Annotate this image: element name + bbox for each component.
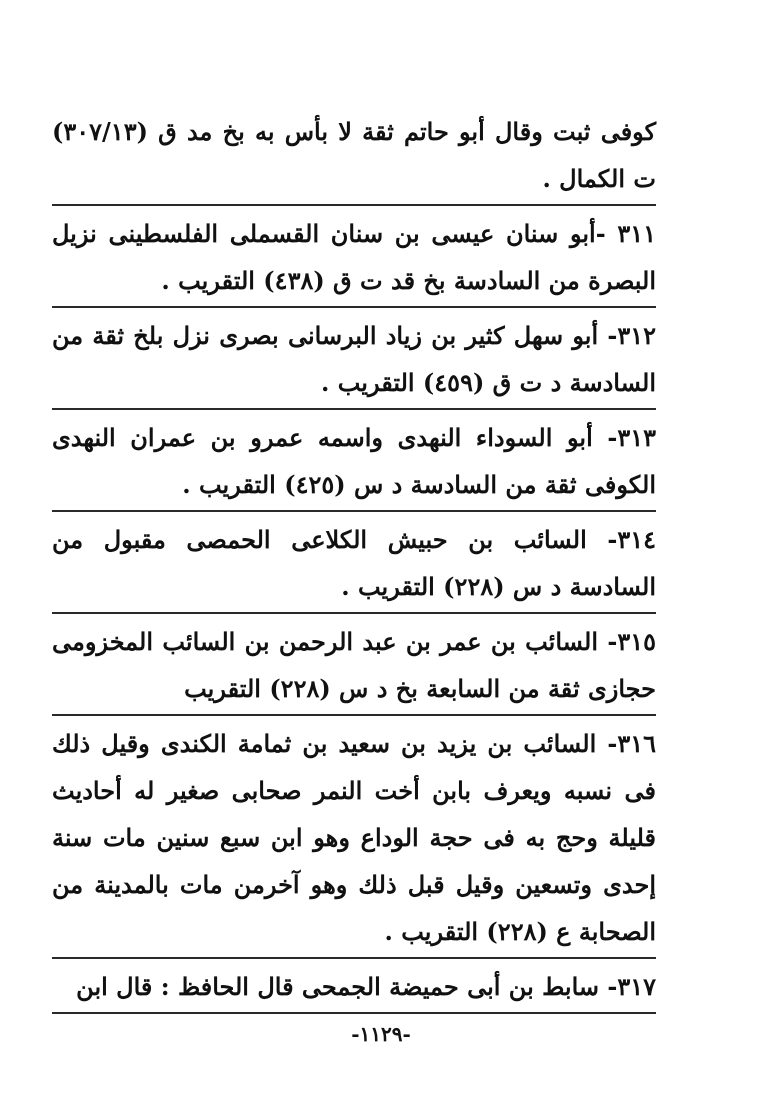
entry-number: ٣١٤- [607,525,656,554]
entry-divider [52,408,656,410]
entry-divider [52,612,656,614]
entry-text: كوفى ثبت وقال أبو حاتم ثقة لا بأس به بخ مد ق (٣٠٧/١٣) ت الكمال . [52,117,656,193]
entry-text: سابط بن أبى حميضة الجمحى قال الحافظ : قال ابن [76,972,608,1001]
entry-divider [52,306,656,308]
entry-text: السائب بن يزيد بن سعيد بن ثمامة الكندى وقيل ذلك فى نسبه ويعرف بابن أخت النمر صحابى صغير له أحاديث قليلة وحج به فى حجة الوداع وهو ابن سبع سنين مات سنة إحدى وتسعين وقيل قبل ذلك وهو آخرمن مات بالمدينة من الصحابة ع (٢٢٨) التقريب . [52,729,656,946]
entry-divider [52,510,656,512]
body-text [52,108,656,1018]
entry-continuation [52,108,656,202]
entry-text: أبو سنان عيسى بن سنان القسملى الفلسطينى نزيل البصرة من السادسة بخ قد ت ق (٤٣٨) التقريب . [52,219,656,295]
entry-number: ٣١٣- [607,423,656,452]
entry-number: ٣١٢- [607,321,656,350]
entry-text: السائب بن عمر بن عبد الرحمن بن السائب المخزومى حجازى ثقة من السابعة بخ د س (٢٢٨) التقريب [52,627,656,703]
entry-text: السائب بن حبيش الكلاعى الحمصى مقبول من السادسة د س (٢٢٨) التقريب . [52,525,656,601]
entry-text: أبو السوداء النهدى واسمه عمرو بن عمران النهدى الكوفى ثقة من السادسة د س (٤٢٥) التقريب . [52,423,656,499]
entry-divider [52,957,656,959]
entry-314 [52,516,656,610]
entry-number: ٣١١ - [595,219,656,248]
entry-number: ٣١٥- [607,627,656,656]
page-number: -١١٢٩- [351,1022,411,1046]
entry-317 [52,963,656,1010]
entry-number: ٣١٧- [607,972,656,1001]
entry-divider [52,714,656,716]
entry-divider [52,1012,656,1014]
entry-divider [52,204,656,206]
entry-312 [52,312,656,406]
entry-number: ٣١٦- [607,729,656,758]
entry-311 [52,210,656,304]
entry-316 [52,720,656,955]
entry-313 [52,414,656,508]
entry-315 [52,618,656,712]
entry-text: أبو سهل كثير بن زياد البرسانى بصرى نزل بلخ ثقة من السادسة د ت ق (٤٥٩) التقريب . [52,321,656,397]
